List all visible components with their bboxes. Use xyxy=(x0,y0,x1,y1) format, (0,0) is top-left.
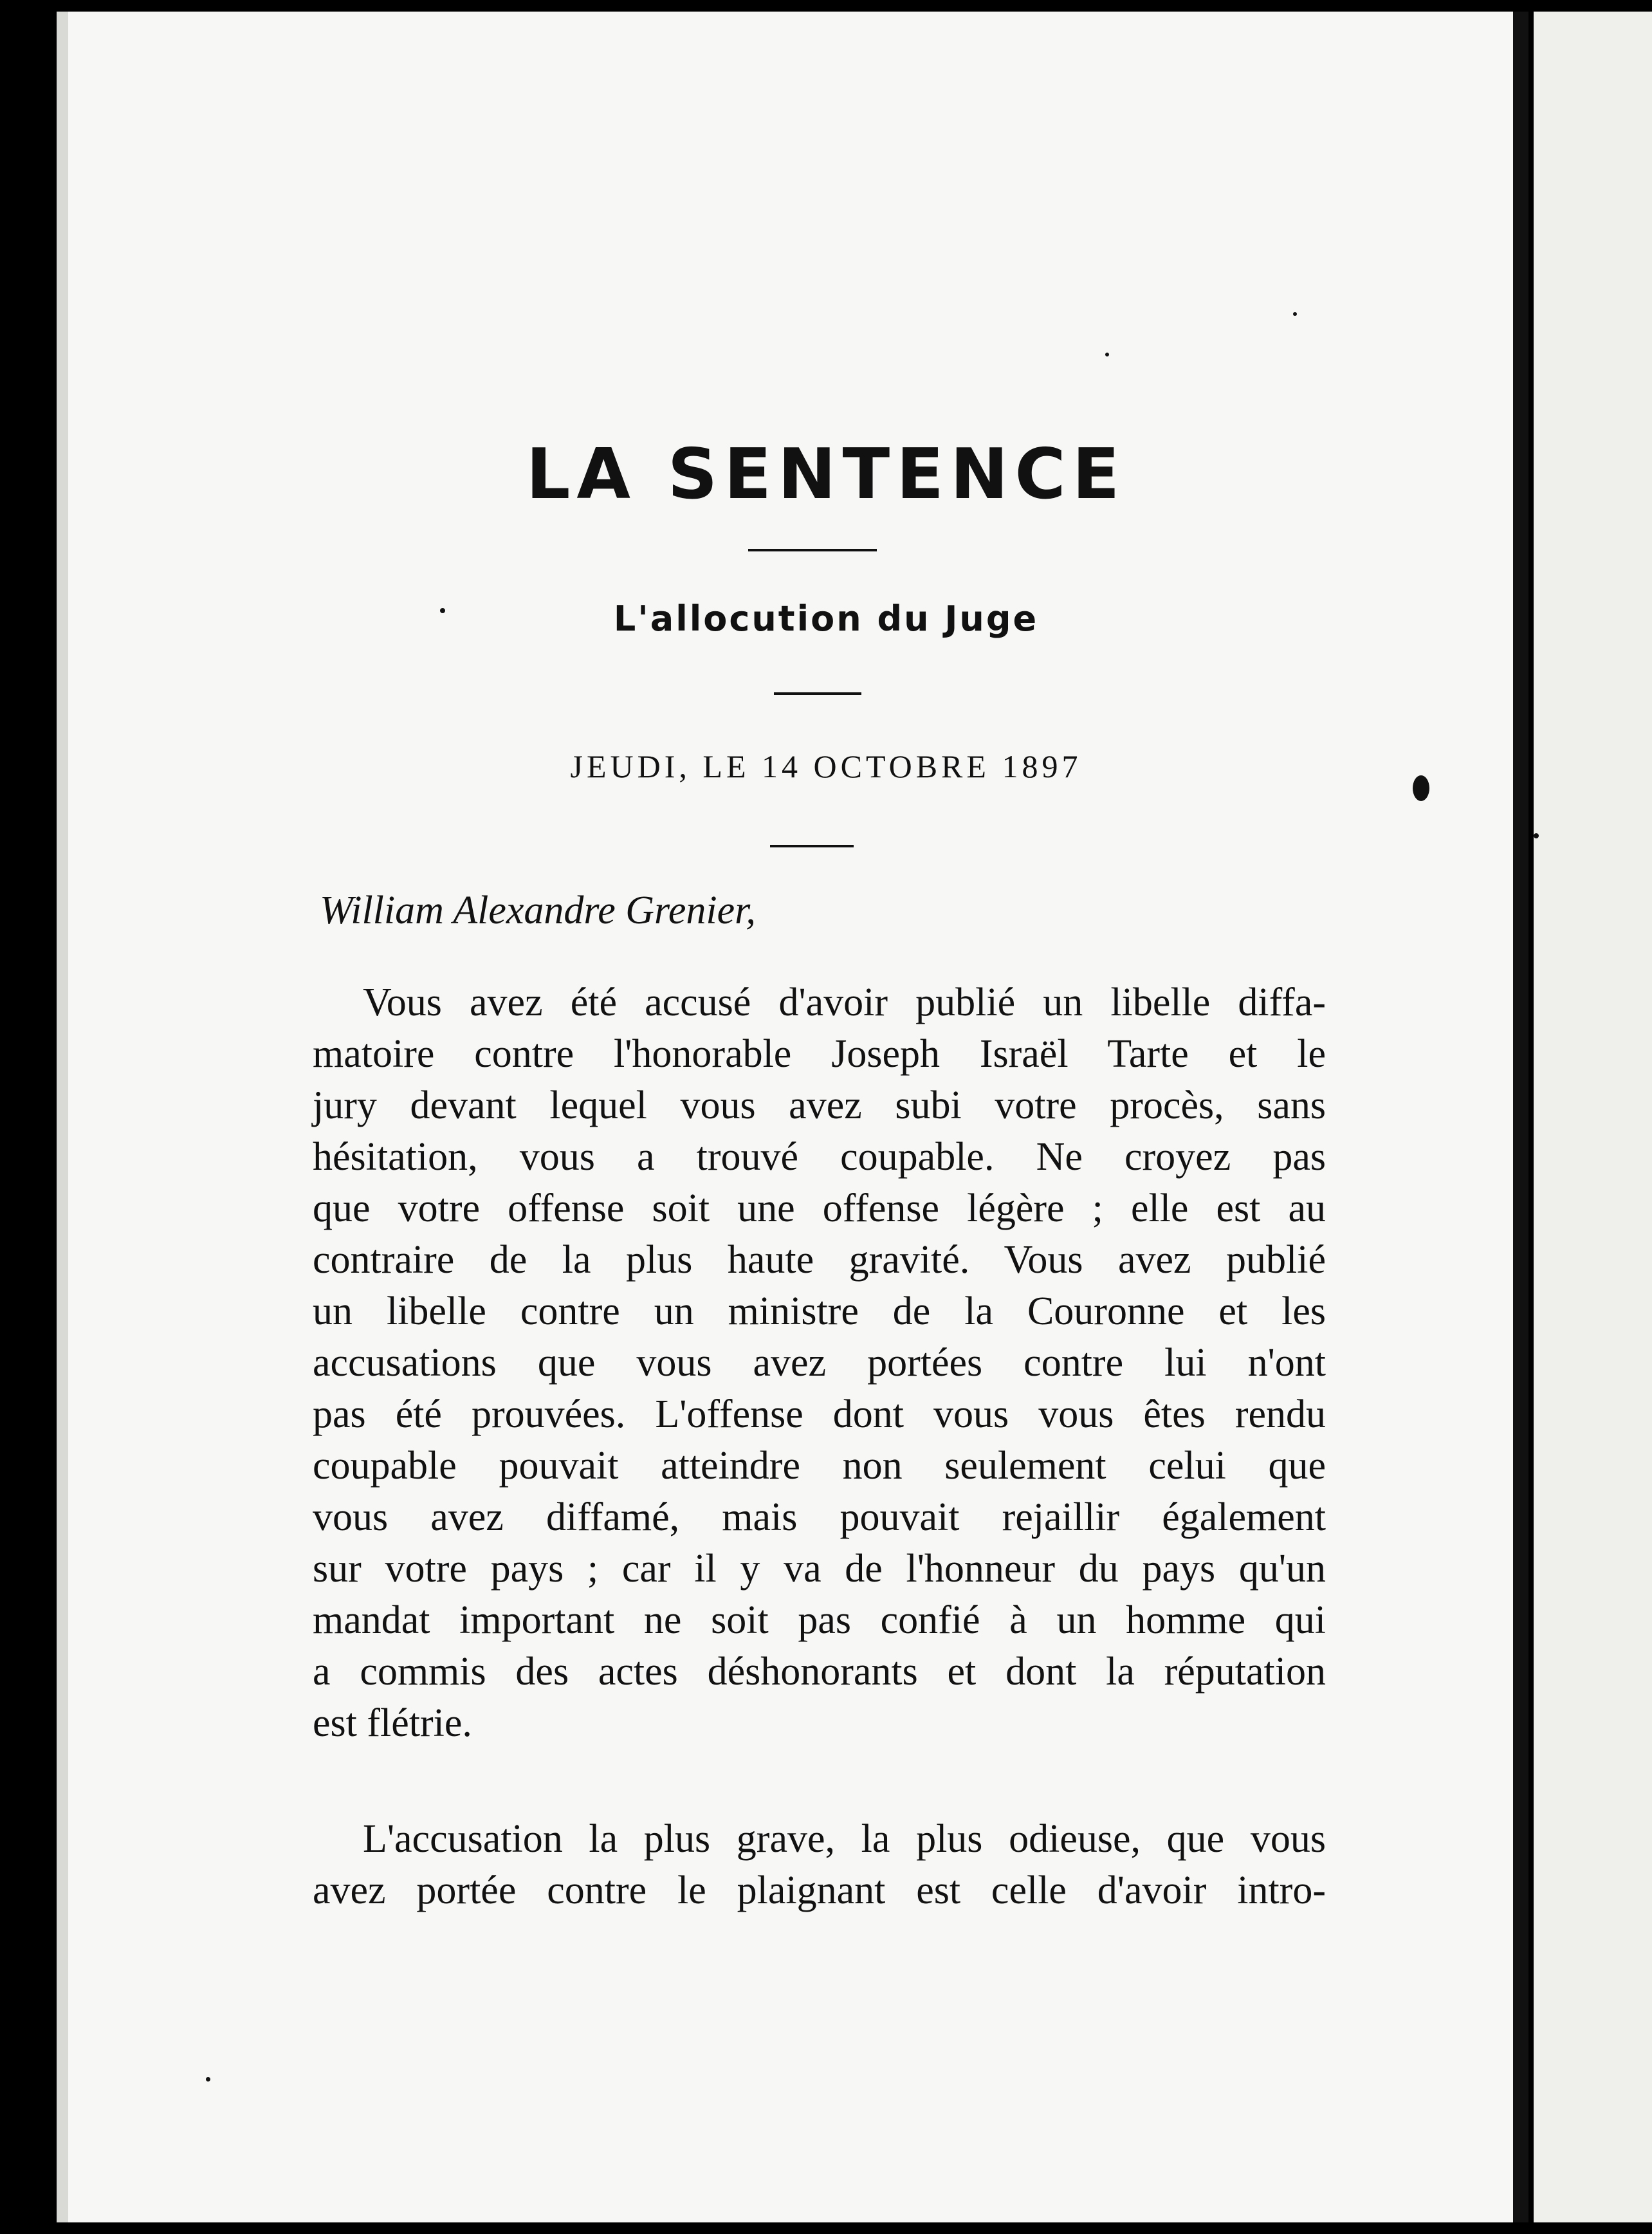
text-line: vous avez diffamé, mais pouvait rejaillir également xyxy=(313,1495,1326,1539)
salutation: William Alexandre Grenier, xyxy=(320,889,756,932)
text-line: pas été prouvées. L'offense dont vous vous êtes rendu xyxy=(313,1392,1326,1436)
scan-speck xyxy=(440,608,445,613)
text-line: que votre offense soit une offense légère ; elle est au xyxy=(313,1186,1326,1230)
date-divider xyxy=(770,845,854,847)
text-line: a commis des actes déshonorants et dont la réputation xyxy=(313,1650,1326,1694)
page-gutter xyxy=(1513,12,1528,2222)
paragraph xyxy=(313,977,1326,1749)
paragraph xyxy=(313,1813,1326,1916)
page-title: LA SENTENCE xyxy=(526,434,1126,515)
text-line: sur votre pays ; car il y va de l'honneur du pays qu'un xyxy=(313,1547,1326,1591)
scan-speck xyxy=(1105,353,1109,356)
text-line: accusations que vous avez portées contre lui n'ont xyxy=(313,1341,1326,1385)
date-line: JEUDI, LE 14 OCTOBRE 1897 xyxy=(570,748,1082,784)
text-line: L'accusation la plus grave, la plus odieuse, que vous xyxy=(363,1817,1326,1861)
title-divider xyxy=(748,549,877,551)
text-line: jury devant lequel vous avez subi votre procès, sans xyxy=(313,1084,1326,1127)
scan-speck xyxy=(1293,312,1297,316)
page-left-edge-shadow xyxy=(57,12,68,2222)
text-line: matoire contre l'honorable Joseph Israël Tarte et le xyxy=(313,1032,1326,1076)
text-line: Vous avez été accusé d'avoir publié un libelle diffa- xyxy=(363,981,1326,1024)
scan-speck xyxy=(206,2077,210,2082)
text-line: un libelle contre un ministre de la Couronne et les xyxy=(313,1289,1326,1333)
text-line: coupable pouvait atteindre non seulement celui que xyxy=(313,1444,1326,1488)
scan-speck xyxy=(1534,833,1539,838)
text-line: avez portée contre le plaignant est celle d'avoir intro- xyxy=(313,1869,1326,1912)
subtitle-divider xyxy=(774,692,861,695)
page-subtitle: L'allocution du Juge xyxy=(613,598,1039,639)
text-line: mandat important ne soit pas confié à un homme qui xyxy=(313,1598,1326,1642)
text-line: est flétrie. xyxy=(313,1701,472,1745)
scan-speck xyxy=(1413,775,1429,801)
text-line: hésitation, vous a trouvé coupable. Ne croyez pas xyxy=(313,1135,1326,1179)
text-line: contraire de la plus haute gravité. Vous avez publié xyxy=(313,1238,1326,1282)
facing-page-edge xyxy=(1534,12,1652,2222)
